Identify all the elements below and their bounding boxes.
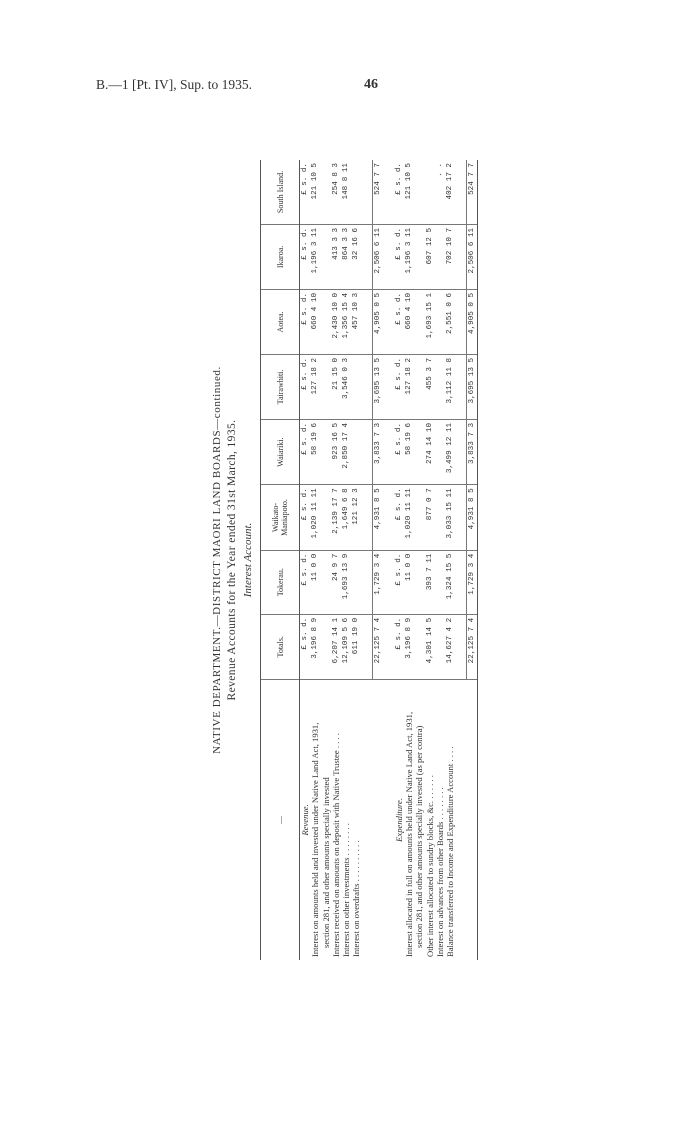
table-cell: 2,850 17 4	[341, 419, 351, 484]
total-cell: 22,125 7 4	[373, 614, 384, 679]
section-title: Interest Account.	[242, 522, 254, 598]
table-cell: 14,627 4 2	[445, 614, 455, 679]
table-cell	[351, 354, 361, 419]
table-cell: 1,020 11 11	[310, 485, 320, 550]
column-header-row	[261, 160, 300, 960]
table-cell: 877 0 7	[425, 485, 435, 550]
spacer-row	[455, 160, 466, 960]
unit-cell: £ s. d.	[300, 419, 311, 484]
total-cell: 524 7 7	[466, 160, 477, 224]
unit-cell: £ s. d.	[394, 289, 404, 354]
row-label: section 281, and other amounts specially invested (as per contra)	[414, 725, 425, 948]
table-cell: 393 7 11	[425, 550, 435, 614]
table-cell	[362, 354, 373, 419]
table-cell: 1,196 3 11	[310, 224, 320, 289]
table-cell	[383, 550, 393, 614]
table-cell	[414, 614, 424, 679]
spacer-row	[383, 160, 393, 960]
table-cell	[321, 160, 331, 224]
total-cell: 2,506 6 11	[373, 224, 384, 289]
table-cell	[414, 485, 424, 550]
table-cell: 455 3 7	[425, 354, 435, 419]
table-row	[331, 160, 341, 960]
unit-cell: £ s. d.	[300, 354, 311, 419]
column-header: Waikato-Maniapoto.	[261, 485, 300, 550]
table-cell	[321, 614, 331, 679]
table-cell: 2,551 0 6	[445, 289, 455, 354]
table-cell	[455, 289, 466, 354]
table-cell: 2,430 10 0	[331, 289, 341, 354]
table-cell	[455, 419, 466, 484]
table-cell	[383, 224, 393, 289]
table-cell	[455, 354, 466, 419]
table-cell: 864 3 3	[341, 224, 351, 289]
table-cell	[362, 614, 373, 679]
table-cell	[435, 485, 445, 550]
table-cell	[362, 160, 373, 224]
column-header: Tairawhiti.	[261, 354, 300, 419]
total-cell: 1,729 3 4	[466, 550, 477, 614]
table-cell: 457 10 3	[351, 289, 361, 354]
table-cell: 58 19 6	[404, 419, 414, 484]
column-header: Ikaroa.	[261, 224, 300, 289]
table-cell: 3,499 12 11	[445, 419, 455, 484]
titles	[211, 60, 254, 1060]
table-cell: . .	[435, 160, 445, 224]
table-row	[351, 160, 361, 960]
column-header: Tokerau.	[261, 550, 300, 614]
table-cell	[435, 550, 445, 614]
unit-cell: £ s. d.	[300, 289, 311, 354]
table-cell: 1,693 13 9	[341, 550, 351, 614]
table-cell: 1,649 6 8	[341, 485, 351, 550]
table-cell	[435, 614, 445, 679]
table-cell: 274 14 10	[425, 419, 435, 484]
row-label: Interest received on amounts on deposit with Native Trustee . . . .	[330, 733, 341, 957]
table-cell: 127 18 2	[310, 354, 320, 419]
table-cell: 3,196 8 9	[310, 614, 320, 679]
department-title: NATIVE DEPARTMENT.—DISTRICT MAORI LAND BOARDS—continued.	[211, 366, 223, 754]
table-row	[435, 160, 445, 960]
table-cell	[455, 485, 466, 550]
table-cell	[351, 550, 361, 614]
table-cell: 1,693 15 1	[425, 289, 435, 354]
table-cell	[414, 224, 424, 289]
total-cell: 3,833 7 3	[373, 419, 384, 484]
column-header: Aotea.	[261, 289, 300, 354]
unit-cell: £ s. d.	[300, 614, 311, 679]
unit-cell: £ s. d.	[394, 354, 404, 419]
table-cell	[455, 550, 466, 614]
table-cell: 58 19 6	[310, 419, 320, 484]
table-cell	[321, 419, 331, 484]
row-label: section 281, and other amounts specially invested	[320, 777, 331, 948]
table-cell	[383, 160, 393, 224]
table-cell	[383, 289, 393, 354]
table-cell	[435, 419, 445, 484]
row-label	[373, 679, 384, 960]
table-cell	[362, 550, 373, 614]
column-header: Totals.	[261, 614, 300, 679]
table-cell: 660 4 10	[310, 289, 320, 354]
table-cell	[321, 224, 331, 289]
table-cell: 3,546 0 3	[341, 354, 351, 419]
total-cell: 3,695 13 5	[466, 354, 477, 419]
unit-cell: £ s. d.	[394, 550, 404, 614]
column-header: South Island.	[261, 160, 300, 224]
total-cell: 524 7 7	[373, 160, 384, 224]
table-cell	[321, 354, 331, 419]
column-header: —	[261, 679, 300, 960]
table-row	[414, 160, 424, 960]
table-cell: 3,112 11 8	[445, 354, 455, 419]
unit-cell: £ s. d.	[394, 224, 404, 289]
table-cell	[383, 614, 393, 679]
unit-cell: £ s. d.	[300, 485, 311, 550]
total-cell: 22,125 7 4	[466, 614, 477, 679]
total-cell: 3,833 7 3	[466, 419, 477, 484]
row-label: Interest on other investments . . . . . . . .	[341, 823, 352, 957]
table-cell: 1,020 11 11	[404, 485, 414, 550]
row-label: Interest allocated in full on amounts held under Native Land Act, 1931,	[403, 711, 414, 957]
unit-cell: £ s. d.	[394, 485, 404, 550]
table-row	[310, 160, 320, 960]
page-number: 46	[364, 77, 378, 92]
interest-account-table	[260, 160, 478, 960]
table-cell	[383, 419, 393, 484]
table-cell: 402 17 2	[445, 160, 455, 224]
table-cell: 254 8 3	[331, 160, 341, 224]
accounts-title: Revenue Accounts for the Year ended 31st March, 1935.	[226, 419, 238, 701]
unit-cell: £ s. d.	[300, 550, 311, 614]
table-cell	[455, 614, 466, 679]
document-reference: B.—1 [Pt. IV], Sup. to 1935.	[96, 77, 253, 92]
table-cell	[321, 485, 331, 550]
rotated-block	[211, 160, 478, 960]
row-label	[466, 679, 477, 960]
table-cell	[425, 160, 435, 224]
table-cell: 21 15 0	[331, 354, 341, 419]
unit-cell: £ s. d.	[394, 160, 404, 224]
total-cell: 3,695 13 5	[373, 354, 384, 419]
total-row	[373, 160, 384, 960]
table-cell: 923 16 5	[331, 419, 341, 484]
row-label: Interest on amounts held and invested under Native Land Act, 1931,	[310, 722, 321, 957]
table-cell	[414, 419, 424, 484]
table-cell	[383, 354, 393, 419]
table-cell	[321, 289, 331, 354]
table-cell	[362, 224, 373, 289]
total-cell: 4,905 0 5	[466, 289, 477, 354]
total-cell: 2,506 6 11	[466, 224, 477, 289]
table-cell: 4,301 14 5	[425, 614, 435, 679]
table-cell: 660 4 10	[404, 289, 414, 354]
section-heading-row	[394, 160, 404, 960]
section-heading: Expenditure.	[393, 797, 404, 842]
table-cell: 121 10 5	[310, 160, 320, 224]
table-cell	[414, 160, 424, 224]
table-cell: 121 10 5	[404, 160, 414, 224]
section-heading-row	[300, 160, 311, 960]
section-heading: Revenue.	[300, 804, 310, 836]
table-cell	[414, 354, 424, 419]
table-cell: 1,196 3 11	[404, 224, 414, 289]
total-cell: 4,931 8 5	[373, 485, 384, 550]
table-cell	[455, 224, 466, 289]
table-cell	[362, 289, 373, 354]
table-cell: 121 12 3	[351, 485, 361, 550]
row-label	[362, 679, 373, 960]
spacer-row	[362, 160, 373, 960]
table-row	[341, 160, 351, 960]
table-cell: 12,109 5 6	[341, 614, 351, 679]
table-cell: 148 8 11	[341, 160, 351, 224]
row-label	[455, 679, 466, 960]
unit-cell: £ s. d.	[394, 614, 404, 679]
table-cell: 3,033 15 11	[445, 485, 455, 550]
table-cell	[435, 289, 445, 354]
table-row	[425, 160, 435, 960]
row-label: Other interest allocated to sundry blocks, &c. . . . . . .	[424, 775, 435, 957]
table-cell	[435, 354, 445, 419]
table-cell	[383, 485, 393, 550]
table-cell	[351, 419, 361, 484]
table-row	[321, 160, 331, 960]
table-row	[404, 160, 414, 960]
total-cell: 4,905 0 5	[373, 289, 384, 354]
table-cell	[351, 160, 361, 224]
table-cell: 32 16 6	[351, 224, 361, 289]
table-cell	[435, 224, 445, 289]
row-label	[383, 679, 393, 960]
table-cell: 2,139 17 7	[331, 485, 341, 550]
table-cell: 127 18 2	[404, 354, 414, 419]
column-header: Waiariki.	[261, 419, 300, 484]
table-cell	[362, 419, 373, 484]
table-cell	[414, 289, 424, 354]
unit-cell: £ s. d.	[394, 419, 404, 484]
table-cell: 24 9 7	[331, 550, 341, 614]
table-cell	[455, 160, 466, 224]
table-cell: 607 12 5	[425, 224, 435, 289]
table-cell: 6,207 14 1	[331, 614, 341, 679]
row-label: Balance transferred to Income and Expenditure Account . . . .	[445, 746, 456, 957]
table-cell: 702 10 7	[445, 224, 455, 289]
table-cell	[321, 550, 331, 614]
table-cell	[414, 550, 424, 614]
row-label: Interest on overdrafts . . . . . . . . . .	[351, 840, 362, 957]
table-cell: 1,324 15 5	[445, 550, 455, 614]
table-cell: 11 0 0	[404, 550, 414, 614]
unit-cell: £ s. d.	[300, 160, 311, 224]
total-cell: 1,729 3 4	[373, 550, 384, 614]
total-row	[466, 160, 477, 960]
table-cell: 611 19 0	[351, 614, 361, 679]
table-cell	[362, 485, 373, 550]
unit-cell: £ s. d.	[300, 224, 311, 289]
table-cell: 1,356 15 4	[341, 289, 351, 354]
table-row	[445, 160, 455, 960]
row-label: Interest on advances from other Boards . . . . . . . .	[434, 787, 445, 957]
table-cell: 11 0 0	[310, 550, 320, 614]
table-cell: 413 3 3	[331, 224, 341, 289]
total-cell: 4,931 8 5	[466, 485, 477, 550]
table-cell: 3,196 8 9	[404, 614, 414, 679]
